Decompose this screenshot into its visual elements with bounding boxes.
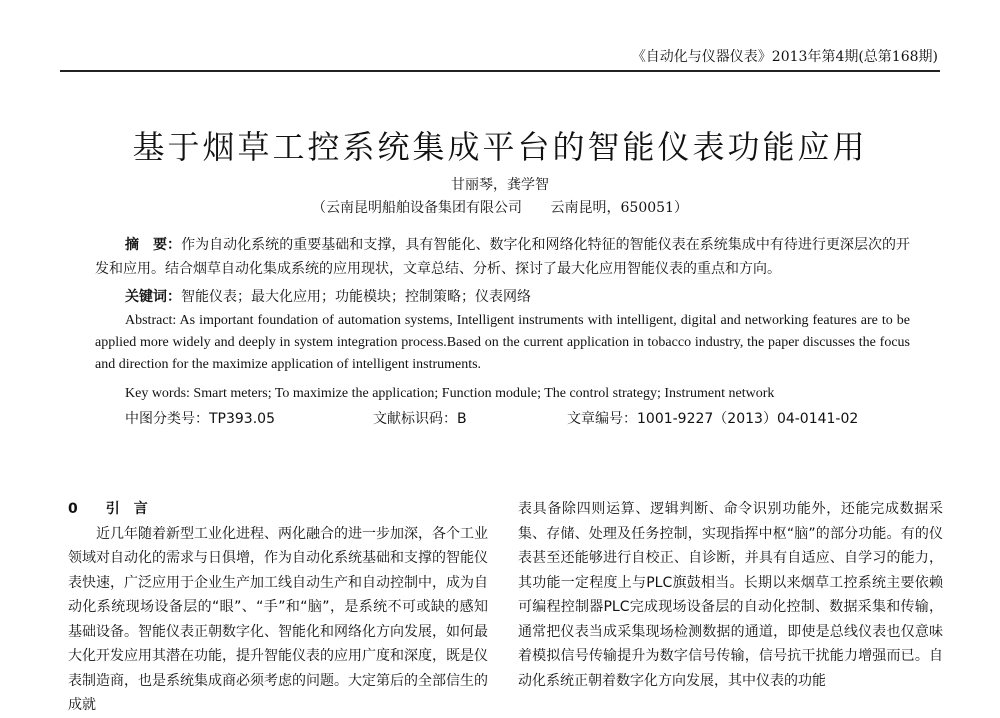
keywords-cn-text: 智能仪表；最大化应用；功能模块；控制策略；仪表网络	[181, 289, 531, 305]
section-heading	[68, 497, 488, 522]
left-paragraph: 近几年随着新型工业化进程、两化融合的进一步加深，各个工业领域对自动化的需求与日俱增，作为自动化系统基础和支撑的智能仪表快速，广泛应用于企业生产加工线自动生产和自动控制中，成为自动化系统现场设备层的“眼”、“手”和“脑”，是系统不可或缺的感知基础设备。智能仪表正朝数字化、智能化和网络化方向发展，如何最大化开发应用其潜在功能，提升智能仪表的应用广度和深度，既是仪表制造商，也是系统集成商必须考虑的问题。大定第后的全部信生的成就	[68, 525, 488, 713]
section-number: 0	[68, 501, 78, 517]
authors: 甘丽琴，龚学智	[451, 177, 549, 193]
affiliation-place: 云南昆明，650051）	[550, 200, 688, 216]
keywords-en: Key words: Smart meters; To maximize the application; Function module; The control strategy; Instrument network	[125, 386, 775, 401]
keywords-cn	[125, 285, 910, 309]
affiliation-org: （云南昆明船舶设备集团有限公司	[312, 200, 523, 216]
right-column	[518, 497, 943, 693]
left-column	[68, 497, 488, 718]
right-paragraph: 表具备除四则运算、逻辑判断、命令识别功能外，还能完成数据采集、存储、处理及任务控制，实现指挥中枢“脑”的部分功能。有的仪表甚至还能够进行自校正、自诊断，并具有自适应、自学习的能力，其功能一定程度上与PLC旗鼓相当。长期以来烟草工控系统主要依赖可编程控制器PLC完成现场设备层的自动化控制、数据采集和传输，通常把仪表当成采集现场检测数据的通道，即使是总线仪表也仅意味着模拟信号传输提升为数字信号传输，信号抗干扰能力增强而已。自动化系统正朝着数字化方向发展，其中仪表的功能	[518, 501, 943, 689]
header-rule	[60, 70, 940, 72]
affiliation	[0, 197, 1000, 217]
document-code: 文献标识码：B	[373, 411, 467, 427]
paper-title: 基于烟草工控系统集成平台的智能仪表功能应用	[132, 128, 868, 166]
abstract-en: Abstract: As important foundation of automation systems, Intelligent instruments with intelligent, digital and networking features are to be applied more widely and deeply in system integration process.Based on the current application in tobacco industry, the paper discusses the focus and direction for the maximize application of intelligent instruments.	[95, 313, 910, 372]
keywords-cn-label: 关键词：	[125, 289, 181, 305]
clc-number: 中图分类号：TP393.05	[125, 411, 275, 427]
abstract-cn-text: 作为自动化系统的重要基础和支撑，具有智能化、数字化和网络化特征的智能仪表在系统集成中有待进行更深层次的开发和应用。结合烟草自动化集成系统的应用现状，文章总结、分析、探讨了最大化应用智能仪表的重点和方向。	[95, 237, 911, 277]
section-title: 引 言	[105, 501, 148, 517]
article-number: 文章编号：1001-9227（2013）04-0141-02	[567, 411, 859, 427]
journal-header: 《自动化与仪器仪表》2013年第4期(总第168期)	[631, 49, 938, 65]
abstract-cn-label: 摘 要：	[125, 237, 182, 253]
abstract-cn	[95, 233, 910, 281]
